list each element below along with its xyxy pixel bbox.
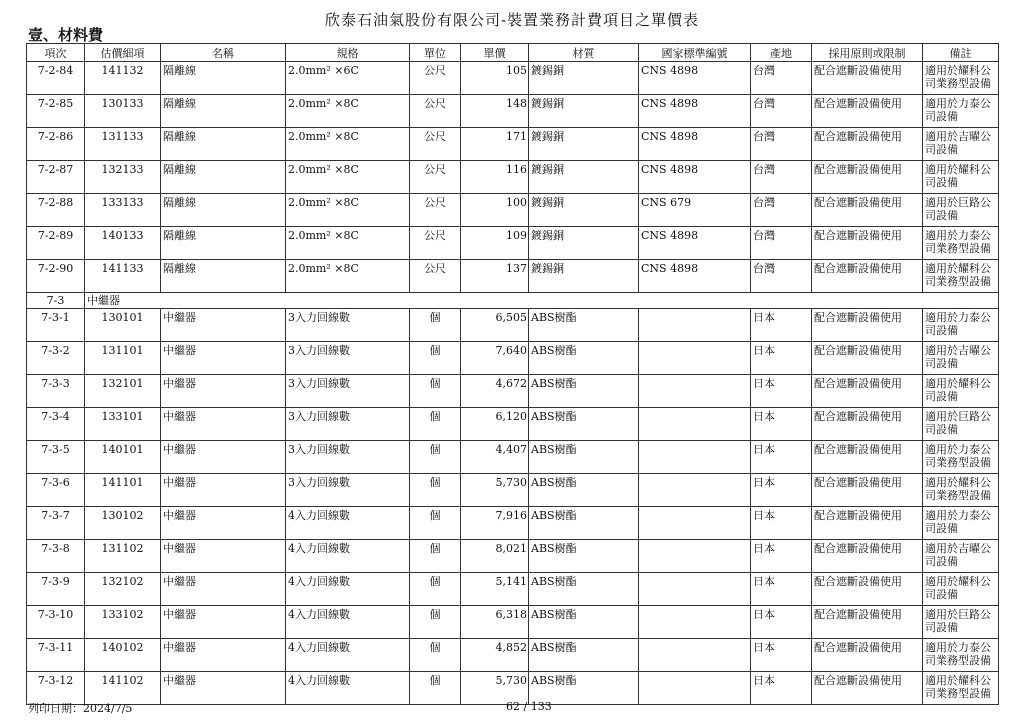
item-principle: 配合遮斷設備使用 — [812, 260, 923, 293]
item-material: ABS樹酯 — [529, 507, 639, 540]
table-row — [27, 573, 999, 606]
item-name: 中繼器 — [161, 639, 286, 672]
item-spec: 3入力回線數 — [286, 375, 410, 408]
item-origin: 日本 — [751, 606, 812, 639]
item-principle: 配合遮斷設備使用 — [812, 128, 923, 161]
item-principle: 配合遮斷設備使用 — [812, 342, 923, 375]
item-spec: 4入力回線數 — [286, 573, 410, 606]
item-code: 133102 — [85, 606, 161, 639]
item-unit: 個 — [410, 342, 461, 375]
item-name: 隔離線 — [161, 128, 286, 161]
item-name: 中繼器 — [161, 606, 286, 639]
item-origin: 日本 — [751, 672, 812, 705]
item-material: 鍍錫銅 — [529, 227, 639, 260]
item-no: 7-3-6 — [27, 474, 85, 507]
item-origin: 台灣 — [751, 260, 812, 293]
item-spec: 2.0mm² ×8C — [286, 128, 410, 161]
item-note: 適用於巨路公司設備 — [923, 194, 999, 227]
item-note: 適用於力泰公司業務型設備 — [923, 227, 999, 260]
item-spec: 4入力回線數 — [286, 507, 410, 540]
item-code: 131101 — [85, 342, 161, 375]
item-spec: 2.0mm² ×8C — [286, 260, 410, 293]
item-note: 適用於力泰公司設備 — [923, 507, 999, 540]
item-no: 7-3-11 — [27, 639, 85, 672]
item-price: 4,852 — [461, 639, 529, 672]
item-price: 4,672 — [461, 375, 529, 408]
item-material: ABS樹酯 — [529, 342, 639, 375]
item-principle: 配合遮斷設備使用 — [812, 227, 923, 260]
item-note: 適用於巨路公司設備 — [923, 408, 999, 441]
item-name: 中繼器 — [161, 573, 286, 606]
item-price: 5,730 — [461, 672, 529, 705]
item-code: 141133 — [85, 260, 161, 293]
item-code: 130101 — [85, 309, 161, 342]
col-header: 單價 — [461, 44, 529, 62]
item-origin: 台灣 — [751, 128, 812, 161]
item-principle: 配合遮斷設備使用 — [812, 573, 923, 606]
item-note: 適用於耀科公司業務型設備 — [923, 474, 999, 507]
item-code: 141132 — [85, 62, 161, 95]
item-note: 適用於耀科公司設備 — [923, 375, 999, 408]
item-name: 隔離線 — [161, 260, 286, 293]
col-header: 國家標準編號 — [639, 44, 751, 62]
item-price: 6,505 — [461, 309, 529, 342]
item-note: 適用於力泰公司設備 — [923, 309, 999, 342]
item-note: 適用於吉曜公司設備 — [923, 342, 999, 375]
table-row — [27, 95, 999, 128]
item-material: 鍍錫銅 — [529, 95, 639, 128]
item-standard: CNS 4898 — [639, 95, 751, 128]
table-row — [27, 441, 999, 474]
item-spec: 2.0mm² ×8C — [286, 194, 410, 227]
item-principle: 配合遮斷設備使用 — [812, 540, 923, 573]
item-name: 中繼器 — [161, 408, 286, 441]
col-header: 名稱 — [161, 44, 286, 62]
item-standard — [639, 408, 751, 441]
table-row — [27, 161, 999, 194]
item-principle: 配合遮斷設備使用 — [812, 375, 923, 408]
item-code: 130102 — [85, 507, 161, 540]
item-unit: 公尺 — [410, 128, 461, 161]
item-price: 100 — [461, 194, 529, 227]
table-row — [27, 639, 999, 672]
item-price: 7,916 — [461, 507, 529, 540]
item-code: 141101 — [85, 474, 161, 507]
item-standard: CNS 4898 — [639, 62, 751, 95]
item-unit: 公尺 — [410, 161, 461, 194]
item-note: 適用於耀科公司業務型設備 — [923, 260, 999, 293]
item-standard: CNS 679 — [639, 194, 751, 227]
subsection-name: 中繼器 — [85, 293, 999, 309]
item-unit: 公尺 — [410, 62, 461, 95]
item-unit: 個 — [410, 507, 461, 540]
item-standard: CNS 4898 — [639, 227, 751, 260]
item-name: 中繼器 — [161, 342, 286, 375]
item-spec: 4入力回線數 — [286, 540, 410, 573]
item-principle: 配合遮斷設備使用 — [812, 194, 923, 227]
item-note: 適用於巨路公司設備 — [923, 606, 999, 639]
section-heading: 壹、材料費 — [28, 26, 104, 44]
item-origin: 日本 — [751, 408, 812, 441]
item-principle: 配合遮斷設備使用 — [812, 606, 923, 639]
item-code: 133101 — [85, 408, 161, 441]
item-material: ABS樹酯 — [529, 573, 639, 606]
item-price: 6,318 — [461, 606, 529, 639]
item-standard — [639, 639, 751, 672]
item-unit: 個 — [410, 309, 461, 342]
item-standard — [639, 573, 751, 606]
item-principle: 配合遮斷設備使用 — [812, 507, 923, 540]
item-material: 鍍錫銅 — [529, 62, 639, 95]
col-header: 單位 — [410, 44, 461, 62]
item-name: 中繼器 — [161, 672, 286, 705]
item-principle: 配合遮斷設備使用 — [812, 95, 923, 128]
item-material: ABS樹酯 — [529, 441, 639, 474]
item-note: 適用於耀科公司業務型設備 — [923, 62, 999, 95]
table-row — [27, 408, 999, 441]
item-material: 鍍錫銅 — [529, 128, 639, 161]
item-unit: 個 — [410, 639, 461, 672]
item-standard: CNS 4898 — [639, 260, 751, 293]
item-no: 7-3-10 — [27, 606, 85, 639]
item-material: 鍍錫銅 — [529, 260, 639, 293]
item-price: 116 — [461, 161, 529, 194]
item-no: 7-2-87 — [27, 161, 85, 194]
item-material: ABS樹酯 — [529, 540, 639, 573]
item-no: 7-3-9 — [27, 573, 85, 606]
item-unit: 個 — [410, 573, 461, 606]
item-no: 7-2-85 — [27, 95, 85, 128]
item-code: 140133 — [85, 227, 161, 260]
item-spec: 2.0mm² ×8C — [286, 227, 410, 260]
item-origin: 日本 — [751, 309, 812, 342]
item-code: 130133 — [85, 95, 161, 128]
item-origin: 日本 — [751, 540, 812, 573]
item-origin: 台灣 — [751, 62, 812, 95]
item-code: 132101 — [85, 375, 161, 408]
item-no: 7-2-88 — [27, 194, 85, 227]
item-principle: 配合遮斷設備使用 — [812, 62, 923, 95]
item-name: 隔離線 — [161, 161, 286, 194]
table-header-row — [27, 44, 999, 62]
item-material: ABS樹酯 — [529, 408, 639, 441]
item-material: 鍍錫銅 — [529, 161, 639, 194]
item-principle: 配合遮斷設備使用 — [812, 309, 923, 342]
item-unit: 個 — [410, 474, 461, 507]
item-price: 8,021 — [461, 540, 529, 573]
item-spec: 4入力回線數 — [286, 639, 410, 672]
item-standard — [639, 606, 751, 639]
item-name: 中繼器 — [161, 474, 286, 507]
item-name: 中繼器 — [161, 507, 286, 540]
item-price: 137 — [461, 260, 529, 293]
item-spec: 2.0mm² ×8C — [286, 161, 410, 194]
table-row — [27, 309, 999, 342]
item-material: 鍍錫銅 — [529, 194, 639, 227]
item-spec: 3入力回線數 — [286, 441, 410, 474]
item-note: 適用於耀科公司業務型設備 — [923, 672, 999, 705]
item-origin: 日本 — [751, 375, 812, 408]
item-spec: 3入力回線數 — [286, 474, 410, 507]
item-unit: 個 — [410, 441, 461, 474]
item-no: 7-3-8 — [27, 540, 85, 573]
item-price: 7,640 — [461, 342, 529, 375]
table-row — [27, 606, 999, 639]
item-origin: 日本 — [751, 573, 812, 606]
item-no: 7-3-5 — [27, 441, 85, 474]
table-row — [27, 194, 999, 227]
item-no: 7-3-1 — [27, 309, 85, 342]
table-row — [27, 375, 999, 408]
item-unit: 個 — [410, 375, 461, 408]
item-material: ABS樹酯 — [529, 639, 639, 672]
item-unit: 個 — [410, 606, 461, 639]
item-standard — [639, 540, 751, 573]
price-table — [26, 43, 999, 705]
item-name: 中繼器 — [161, 441, 286, 474]
item-note: 適用於力泰公司業務型設備 — [923, 441, 999, 474]
item-note: 適用於吉曜公司設備 — [923, 128, 999, 161]
item-standard: CNS 4898 — [639, 128, 751, 161]
item-code: 140102 — [85, 639, 161, 672]
table-row — [27, 128, 999, 161]
item-price: 105 — [461, 62, 529, 95]
item-no: 7-3-4 — [27, 408, 85, 441]
item-standard — [639, 375, 751, 408]
item-principle: 配合遮斷設備使用 — [812, 408, 923, 441]
item-no: 7-3-3 — [27, 375, 85, 408]
item-note: 適用於力泰公司業務型設備 — [923, 639, 999, 672]
item-code: 132133 — [85, 161, 161, 194]
item-material: ABS樹酯 — [529, 606, 639, 639]
item-name: 隔離線 — [161, 62, 286, 95]
item-name: 隔離線 — [161, 95, 286, 128]
item-principle: 配合遮斷設備使用 — [812, 672, 923, 705]
table-row — [27, 227, 999, 260]
col-header: 材質 — [529, 44, 639, 62]
item-unit: 公尺 — [410, 95, 461, 128]
table-row — [27, 507, 999, 540]
item-note: 適用於耀科公司設備 — [923, 573, 999, 606]
item-price: 5,730 — [461, 474, 529, 507]
item-origin: 日本 — [751, 639, 812, 672]
item-unit: 公尺 — [410, 194, 461, 227]
item-unit: 公尺 — [410, 227, 461, 260]
item-origin: 台灣 — [751, 227, 812, 260]
item-spec: 2.0mm² ×6C — [286, 62, 410, 95]
item-principle: 配合遮斷設備使用 — [812, 441, 923, 474]
item-standard — [639, 309, 751, 342]
col-header: 估價細項 — [85, 44, 161, 62]
item-origin: 台灣 — [751, 194, 812, 227]
item-note: 適用於力泰公司設備 — [923, 95, 999, 128]
print-date: 列印日期：2024/7/5 — [28, 702, 133, 715]
col-header: 規格 — [286, 44, 410, 62]
item-price: 148 — [461, 95, 529, 128]
item-unit: 個 — [410, 672, 461, 705]
item-note: 適用於耀科公司設備 — [923, 161, 999, 194]
item-spec: 3入力回線數 — [286, 309, 410, 342]
item-no: 7-3-2 — [27, 342, 85, 375]
item-origin: 日本 — [751, 507, 812, 540]
item-no: 7-2-90 — [27, 260, 85, 293]
item-origin: 台灣 — [751, 161, 812, 194]
item-code: 140101 — [85, 441, 161, 474]
item-name: 中繼器 — [161, 375, 286, 408]
item-unit: 公尺 — [410, 260, 461, 293]
item-no: 7-3-12 — [27, 672, 85, 705]
item-price: 109 — [461, 227, 529, 260]
page-number: 62 / 133 — [506, 700, 552, 713]
item-origin: 台灣 — [751, 95, 812, 128]
item-no: 7-2-86 — [27, 128, 85, 161]
item-price: 6,120 — [461, 408, 529, 441]
item-origin: 日本 — [751, 441, 812, 474]
item-unit: 個 — [410, 408, 461, 441]
item-unit: 個 — [410, 540, 461, 573]
item-spec: 3入力回線數 — [286, 408, 410, 441]
item-standard — [639, 342, 751, 375]
col-header: 項次 — [27, 44, 85, 62]
item-code: 141102 — [85, 672, 161, 705]
item-spec: 4入力回線數 — [286, 606, 410, 639]
item-origin: 日本 — [751, 342, 812, 375]
item-standard — [639, 672, 751, 705]
table-row — [27, 260, 999, 293]
item-name: 中繼器 — [161, 540, 286, 573]
item-code: 133133 — [85, 194, 161, 227]
item-spec: 3入力回線數 — [286, 342, 410, 375]
item-origin: 日本 — [751, 474, 812, 507]
item-material: ABS樹酯 — [529, 375, 639, 408]
item-no: 7-2-89 — [27, 227, 85, 260]
item-price: 4,407 — [461, 441, 529, 474]
item-code: 131133 — [85, 128, 161, 161]
col-header: 備註 — [923, 44, 999, 62]
item-standard — [639, 441, 751, 474]
item-standard: CNS 4898 — [639, 161, 751, 194]
subsection-no: 7-3 — [27, 293, 85, 309]
item-spec: 4入力回線數 — [286, 672, 410, 705]
item-material: ABS樹酯 — [529, 672, 639, 705]
item-principle: 配合遮斷設備使用 — [812, 639, 923, 672]
item-principle: 配合遮斷設備使用 — [812, 161, 923, 194]
col-header: 產地 — [751, 44, 812, 62]
item-note: 適用於吉曜公司設備 — [923, 540, 999, 573]
table-row — [27, 540, 999, 573]
item-material: ABS樹酯 — [529, 474, 639, 507]
subsection-row — [27, 293, 999, 309]
table-row — [27, 342, 999, 375]
item-name: 中繼器 — [161, 309, 286, 342]
item-no: 7-2-84 — [27, 62, 85, 95]
item-price: 5,141 — [461, 573, 529, 606]
item-material: ABS樹酯 — [529, 309, 639, 342]
item-name: 隔離線 — [161, 194, 286, 227]
item-standard — [639, 474, 751, 507]
col-header: 採用原則或限制 — [812, 44, 923, 62]
item-principle: 配合遮斷設備使用 — [812, 474, 923, 507]
table-row — [27, 62, 999, 95]
item-name: 隔離線 — [161, 227, 286, 260]
page-title: 欣泰石油氣股份有限公司-裝置業務計費項目之單價表 — [324, 11, 700, 29]
item-price: 171 — [461, 128, 529, 161]
item-code: 132102 — [85, 573, 161, 606]
item-spec: 2.0mm² ×8C — [286, 95, 410, 128]
item-code: 131102 — [85, 540, 161, 573]
table-row — [27, 474, 999, 507]
item-standard — [639, 507, 751, 540]
item-no: 7-3-7 — [27, 507, 85, 540]
